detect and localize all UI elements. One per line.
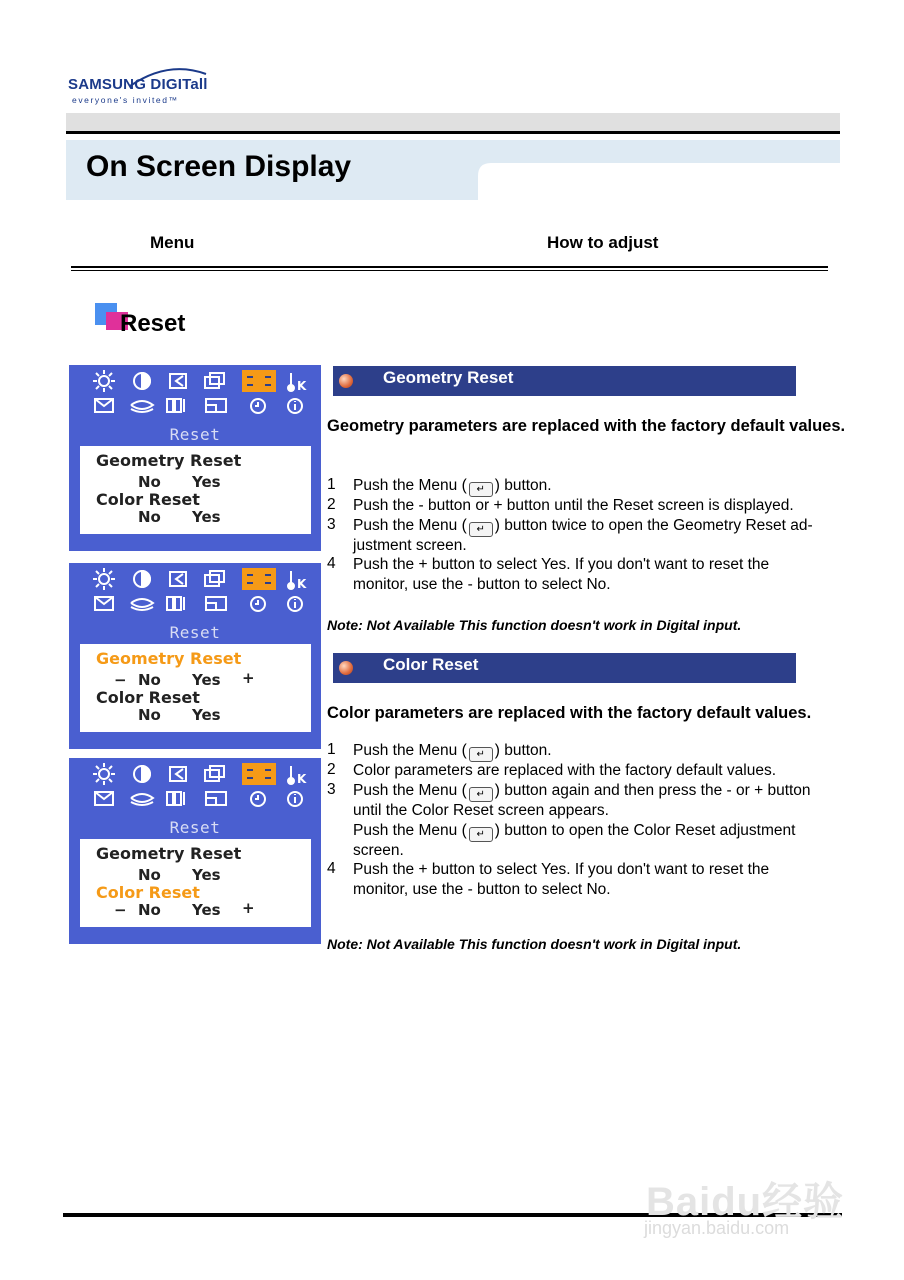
color-step-3-cont2: Push the Menu ( ↵ ) button to open the Color Reset adjustment [353, 822, 796, 840]
osd-option-box [80, 446, 311, 534]
osd-color-reset: Color Reset [96, 688, 200, 707]
header-divider [66, 131, 840, 134]
osd-icon-grid [69, 365, 321, 425]
osd-geometry-reset: Geometry Reset [96, 844, 242, 863]
color-step-4-cont: monitor, use the - button to select No. [353, 881, 611, 898]
pin-icon [95, 399, 113, 412]
geometry-step-1: Push the Menu ( ↵ ) button. [353, 477, 552, 495]
step-number: 1 [327, 741, 336, 758]
size-icon [205, 373, 224, 388]
menu-enter-icon: ↵ [469, 747, 493, 762]
osd-option-yes: Yes [192, 671, 221, 689]
osd-icon-grid [69, 758, 321, 818]
window-icon [206, 792, 226, 805]
osd-plus: + [242, 669, 255, 687]
osd-option-no: No [138, 671, 161, 689]
osd-icon-grid [69, 563, 321, 623]
osd-option-yes: Yes [192, 901, 221, 919]
bullet-ball-icon [339, 374, 353, 388]
geometry-step-2: Push the - button or + button until the Reset screen is displayed. [353, 497, 794, 514]
geometry-step-3-cont: justment screen. [353, 537, 467, 554]
window-icon [206, 597, 226, 610]
osd-screen-reset-3 [69, 758, 321, 944]
geometry-note: Note: Not Available This function doesn't work in Digital input. [327, 617, 742, 633]
osd-title: Reset [169, 818, 221, 837]
color-temp-icon [288, 373, 307, 393]
geometry-reset-header [333, 366, 796, 396]
logo-brand: SAMSUNG DIGITall [68, 76, 208, 93]
step-number: 2 [327, 496, 336, 513]
info-icon [288, 597, 302, 611]
timer-icon [251, 399, 265, 413]
color-step-3-cont3: screen. [353, 842, 404, 859]
osd-minus: − [114, 901, 127, 919]
geometry-reset-heading: Geometry Reset [383, 368, 514, 387]
osd-option-yes: Yes [192, 508, 221, 526]
osd-option-no: No [138, 706, 161, 724]
osd-option-no: No [138, 473, 161, 491]
logo-tagline: everyone's invited™ [72, 95, 179, 105]
osd-color-reset-selected: Color Reset [96, 883, 200, 902]
column-menu: Menu [150, 233, 195, 252]
step-number: 3 [327, 516, 336, 533]
geometry-description: Geometry parameters are replaced with the factory default values. [327, 417, 846, 435]
color-step-3-cont: until the Color Reset screen appears. [353, 802, 609, 819]
moire-icon [131, 401, 153, 412]
samsung-logo [68, 66, 208, 110]
color-step-4: Push the + button to select Yes. If you don't want to reset the [353, 861, 770, 878]
osd-option-yes: Yes [192, 866, 221, 884]
size-icon [205, 766, 224, 781]
color-step-3: Push the Menu ( ↵ ) button again and then press the - or + button [353, 782, 811, 800]
header-band [66, 113, 840, 131]
size-icon [205, 571, 224, 586]
moire-icon [131, 599, 153, 610]
bullet-ball-icon [339, 661, 353, 675]
osd-option-yes: Yes [192, 706, 221, 724]
color-reset-header [333, 653, 796, 683]
color-step-1: Push the Menu ( ↵ ) button. [353, 742, 552, 760]
step-number: 2 [327, 761, 336, 778]
osd-option-no: No [138, 866, 161, 884]
position-icon [170, 572, 186, 586]
color-temp-icon [288, 766, 307, 786]
moire-icon [131, 794, 153, 805]
menu-enter-icon: ↵ [469, 787, 493, 802]
osd-screen-reset-2 [69, 563, 321, 749]
window-icon [206, 399, 226, 412]
color-step-2: Color parameters are replaced with the factory default values. [353, 762, 777, 779]
osd-geometry-reset: Geometry Reset [96, 451, 242, 470]
osd-option-no: No [138, 508, 161, 526]
osd-option-no: No [138, 901, 161, 919]
parallel-icon [167, 792, 184, 805]
menu-enter-icon: ↵ [469, 827, 493, 842]
osd-title: Reset [169, 425, 221, 444]
step-number: 4 [327, 555, 336, 572]
step-number: 3 [327, 781, 336, 798]
section-title: Reset [120, 310, 186, 337]
color-description: Color parameters are replaced with the factory default values. [327, 704, 812, 722]
step-number: 4 [327, 860, 336, 877]
reset-icon [243, 569, 275, 589]
page-title: On Screen Display [86, 150, 352, 183]
watermark-url: jingyan.baidu.com [644, 1218, 790, 1238]
menu-enter-icon: ↵ [469, 482, 493, 497]
timer-icon [251, 792, 265, 806]
brightness-icon [93, 763, 115, 785]
geometry-step-4-cont: monitor, use the - button to select No. [353, 576, 611, 593]
position-icon [170, 374, 186, 388]
geometry-step-3: Push the Menu ( ↵ ) button twice to open the Geometry Reset ad- [353, 517, 813, 535]
menu-enter-icon: ↵ [469, 522, 493, 537]
osd-screen-reset-1 [69, 365, 321, 551]
info-icon [288, 792, 302, 806]
divider [71, 266, 828, 268]
column-how-to-adjust: How to adjust [547, 233, 659, 252]
pin-icon [95, 597, 113, 610]
pin-icon [95, 792, 113, 805]
contrast-icon [134, 766, 150, 782]
watermark-logo: Baidu经验 [646, 1180, 845, 1224]
parallel-icon [167, 597, 184, 610]
brightness-icon [93, 370, 115, 392]
osd-option-box [80, 839, 311, 927]
brightness-icon [93, 568, 115, 590]
timer-icon [251, 597, 265, 611]
info-icon [288, 399, 302, 413]
osd-geometry-reset-selected: Geometry Reset [96, 649, 242, 668]
svg-text:K: K [297, 577, 307, 591]
osd-option-yes: Yes [192, 473, 221, 491]
osd-title: Reset [169, 623, 221, 642]
position-icon [170, 767, 186, 781]
reset-icon [243, 764, 275, 784]
divider [71, 270, 828, 271]
svg-text:K: K [297, 772, 307, 786]
step-number: 1 [327, 476, 336, 493]
osd-plus: + [242, 899, 255, 917]
reset-icon [243, 371, 275, 391]
color-note: Note: Not Available This function doesn't work in Digital input. [327, 936, 742, 952]
svg-text:K: K [297, 379, 307, 393]
contrast-icon [134, 373, 150, 389]
osd-option-box [80, 644, 311, 732]
contrast-icon [134, 571, 150, 587]
osd-color-reset: Color Reset [96, 490, 200, 509]
osd-minus: − [114, 671, 127, 689]
color-reset-heading: Color Reset [383, 655, 479, 674]
parallel-icon [167, 399, 184, 412]
color-temp-icon [288, 571, 307, 591]
geometry-step-4: Push the + button to select Yes. If you don't want to reset the [353, 556, 770, 573]
